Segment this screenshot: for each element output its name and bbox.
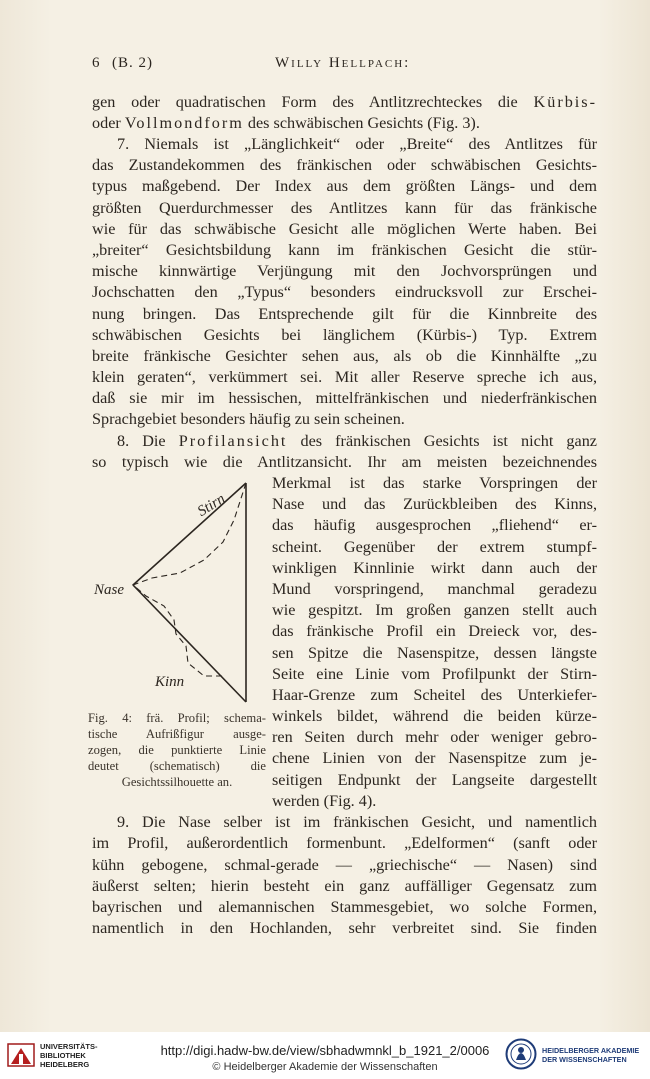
university-library-name: UNIVERSITÄTS- BIBLIOTHEK HEIDELBERG xyxy=(40,1042,98,1069)
profile-triangle-diagram xyxy=(92,470,264,710)
text-line: gen oder quadratischen Form des Antlitzrechteckes die Kürbis- xyxy=(92,93,597,111)
upper-side-line xyxy=(133,483,246,585)
label-nase: Nase xyxy=(94,582,124,598)
running-head xyxy=(92,55,600,75)
text-line: wie für das schwäbische Gesicht alle möglichen Werte haben. Bei xyxy=(92,220,597,238)
text-line: Mund vorspringend, manchmal geradezu xyxy=(272,580,597,598)
text-line: Haar-Grenze zum Scheitel des Unterkiefer- xyxy=(272,686,597,704)
label-stirn: Stirn xyxy=(194,490,229,520)
text-line: Nase und das Zurückbleiben des Kinns, xyxy=(272,495,597,513)
viewer-footer xyxy=(0,1032,650,1079)
page-number: 6 xyxy=(92,55,100,71)
text-line: 7. Niemals ist „Länglichkeit“ oder „Breite“ des Antlitzes für xyxy=(117,135,597,153)
text-line: wie gespitzt. Im großen ganzen stellt auch xyxy=(272,601,597,619)
silhouette-dotted-line xyxy=(133,483,246,676)
text-line: werden (Fig. 4). xyxy=(272,792,377,810)
text-line: scheint. Gegenüber der extrem stumpf- xyxy=(272,538,597,556)
section-marker: (B. 2) xyxy=(112,55,153,71)
text-line: das fränkische Profil ein Dreieck vor, des- xyxy=(272,622,597,640)
text-line: das Zustandekommen des fränkischen oder schwäbischen Gesichts- xyxy=(92,156,597,174)
lower-side-line xyxy=(133,585,246,702)
profile-figure xyxy=(92,470,264,710)
academy-name: HEIDELBERGER AKADEMIE DER WISSENSCHAFTEN xyxy=(542,1046,640,1064)
text-line: daß sie mir im hessischen, mittelfränkischen und niederfränkischen xyxy=(92,389,597,407)
figure-caption xyxy=(88,710,266,790)
text-line: typus maßgebend. Der Index aus dem größten Längs- und dem xyxy=(92,177,597,195)
text-line: kühn gebogene, schmal-gerade — „griechische“ — Nasen) sind xyxy=(92,856,597,874)
text-line: winkligen Kinnlinie wirkt dann auch der xyxy=(272,559,597,577)
text-line: Merkmal ist das starke Vorspringen der xyxy=(272,474,597,492)
text-line: oder Vollmondform des schwäbischen Gesichts (Fig. 3). xyxy=(92,114,480,132)
text-line: Seite eine Linie vom Profilpunkt der Stirn- xyxy=(272,665,597,683)
label-kinn: Kinn xyxy=(155,674,185,690)
text-line: „breiter“ Gesichtsbildung kann im fränkischen Gesicht die stür- xyxy=(92,241,597,259)
caption-line: tische Aufrißfigur ausge- xyxy=(88,727,266,741)
academy-seal-logo xyxy=(505,1038,537,1070)
caption-line: Gesichtssilhouette an. xyxy=(121,775,233,789)
copyright-notice: © Heidelberger Akademie der Wissenschaften xyxy=(212,1061,438,1073)
text-line: bayrischen und alemannischen Stammesgebiet, wo solche Formen, xyxy=(92,898,597,916)
text-line: breite fränkische Gesichter sehen aus, als ob die Kinnhälfte „zu xyxy=(92,347,597,365)
caption-line: deutet (schematisch) die xyxy=(88,759,266,773)
text-line: äußerst selten; hierin besteht ein ganz auffälliger Gegensatz zum xyxy=(92,877,597,895)
text-line: sen Spitze die Nasenspitze, dessen längste xyxy=(272,644,597,662)
text-line: im Profil, außerordentlich formenbunt. „Edelformen“ (sanft oder xyxy=(92,834,597,852)
text-line: schwäbischen Gesichts bei länglichem (Kürbis-) Typ. Extrem xyxy=(92,326,597,344)
text-line: Jochschatten den „Typus“ besonders eindrucksvoll zur Erschei- xyxy=(92,283,597,301)
text-line: winkels bildet, während die beiden kürze- xyxy=(272,707,597,725)
caption-line: Fig. 4: frä. Profil; schema- xyxy=(88,711,266,725)
text-line: chene Linien von der Nasenspitze zum je- xyxy=(272,749,597,767)
permalink-url[interactable]: http://digi.hadw-bw.de/view/sbhadwmnkl_b_1921_2/0006 xyxy=(160,1043,490,1058)
text-line: namentlich in den Hochlanden, sehr verbreitet sind. Sie finden xyxy=(92,919,597,937)
text-line: ren Seiten durch mehr oder weniger gebro- xyxy=(272,728,597,746)
text-line: größten Querdurchmesser des Antlitzes kann für das fränkische xyxy=(92,199,597,217)
text-line: 8. Die Profilansicht des fränkischen Gesichts ist nicht ganz xyxy=(117,432,597,450)
text-line: nung bringen. Das Entsprechende gilt für die Kinnbreite des xyxy=(92,305,597,323)
text-line: seitigen Endpunkt der Langseite dargestellt xyxy=(272,771,597,789)
text-line: das häufig ausgesprochen „fliehend“ er- xyxy=(272,516,597,534)
text-line: so typisch wie die Antlitzansicht. Ihr am meisten bezeichnendes xyxy=(92,453,597,471)
text-line: mische kinnwärtige Verjüngung mit den Jochvorsprüngen und xyxy=(92,262,597,280)
text-line: klein geraten“, verkümmert sei. Mit aller Reserve spreche ich aus, xyxy=(92,368,597,386)
text-line: 9. Die Nase selber ist im fränkischen Gesicht, und namentlich xyxy=(117,813,597,831)
caption-line: zogen, die punktierte Linie xyxy=(88,743,266,757)
text-line: Sprachgebiet besonders häufig zu sein scheinen. xyxy=(92,410,405,428)
running-author: Willy Hellpach: xyxy=(275,55,411,71)
